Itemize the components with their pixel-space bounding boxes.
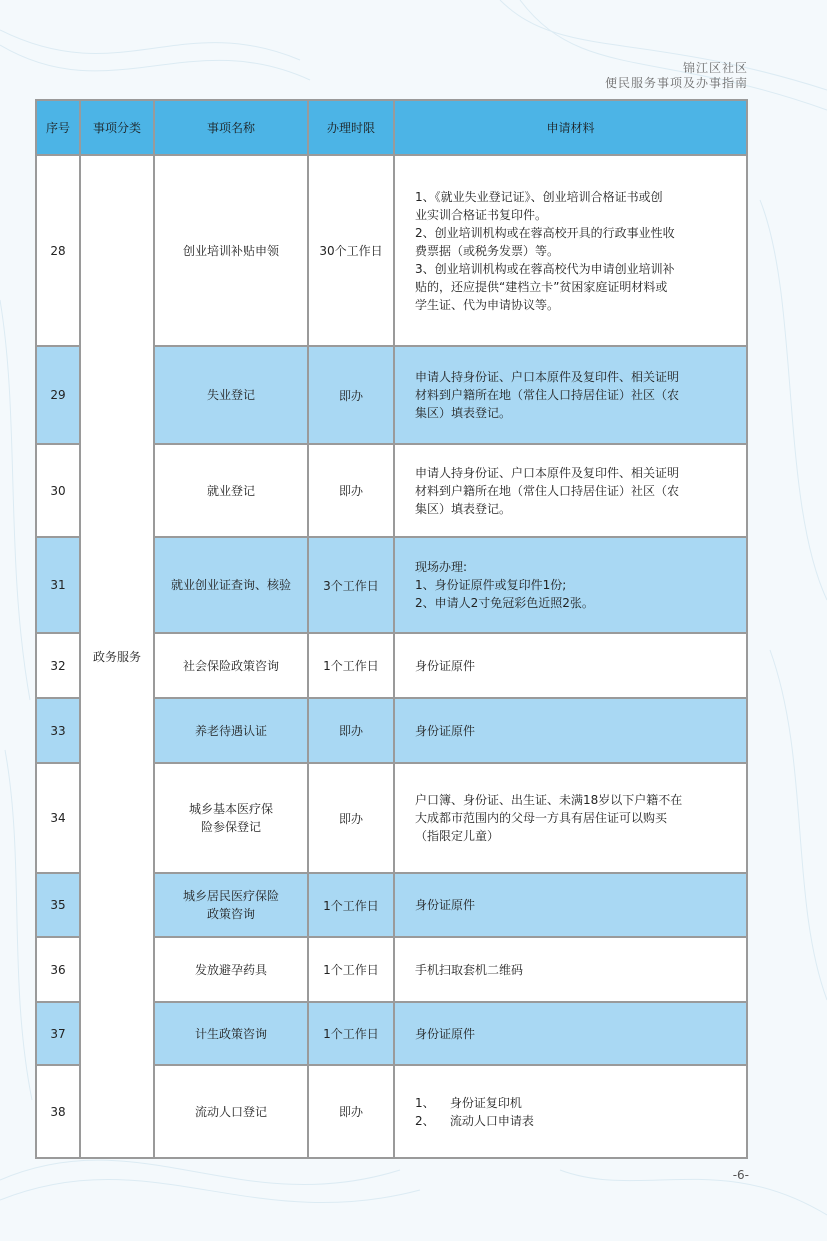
col-header-time-limit: 办理时限 — [308, 100, 394, 155]
item-name-line: 就业登记 — [206, 483, 255, 498]
item-name — [154, 698, 308, 763]
materials — [394, 698, 747, 763]
service-guide-table — [35, 99, 748, 1159]
materials-line: 学生证、代为申请协议等。 — [415, 297, 560, 312]
materials-line: 2、创业培训机构或在蓉高校开具的行政事业性收 — [415, 225, 675, 240]
item-name — [154, 1002, 308, 1065]
row-number: 36 — [36, 937, 80, 1002]
materials-line: 手机扫取套机二维码 — [415, 962, 524, 977]
time-limit: 3个工作日 — [308, 537, 394, 633]
materials-line: （指限定儿童） — [415, 829, 500, 843]
materials-line: 材料到户籍所在地（常住人口持居住证）社区（农 — [415, 483, 680, 498]
row-number: 30 — [36, 444, 80, 537]
item-name — [154, 937, 308, 1002]
page-header — [605, 61, 748, 91]
time-limit: 1个工作日 — [308, 937, 394, 1002]
materials — [394, 537, 747, 633]
row-number: 34 — [36, 763, 80, 873]
table-header-row — [36, 100, 747, 155]
item-name-line: 政策咨询 — [206, 907, 255, 921]
item-name — [154, 537, 308, 633]
row-number: 29 — [36, 346, 80, 444]
materials-line: 身份证原件 — [415, 1026, 476, 1041]
materials-line: 集区）填表登记。 — [415, 501, 512, 516]
time-limit: 1个工作日 — [308, 873, 394, 937]
materials-line: 2、申请人2寸免冠彩色近照2张。 — [415, 596, 594, 610]
item-name-line: 城乡居民医疗保险 — [182, 889, 279, 903]
time-limit: 即办 — [308, 444, 394, 537]
materials — [394, 937, 747, 1002]
materials — [394, 633, 747, 698]
item-name — [154, 633, 308, 698]
item-name-line: 计生政策咨询 — [194, 1026, 267, 1041]
page-number: -6- — [732, 1168, 749, 1182]
row-number: 33 — [36, 698, 80, 763]
item-name-line: 创业培训补贴申领 — [182, 243, 279, 258]
item-name — [154, 346, 308, 444]
row-number: 32 — [36, 633, 80, 698]
materials-line: 费票据（或税务发票）等。 — [415, 243, 560, 258]
table-row — [36, 155, 747, 346]
item-name-line: 城乡基本医疗保 — [188, 802, 273, 816]
item-name-line: 社会保险政策咨询 — [182, 658, 279, 673]
time-limit: 即办 — [308, 346, 394, 444]
row-number: 31 — [36, 537, 80, 633]
time-limit: 30个工作日 — [308, 155, 394, 346]
materials-line: 身份证原件 — [415, 723, 476, 738]
time-limit: 即办 — [308, 698, 394, 763]
materials-line: 1、 身份证复印机 — [415, 1095, 522, 1110]
materials-line: 申请人持身份证、户口本原件及复印件、相关证明 — [415, 370, 680, 384]
materials-line: 2、 流动人口申请表 — [415, 1113, 534, 1128]
materials-line: 业实训合格证书复印件。 — [415, 207, 548, 222]
header-guide-title: 便民服务事项及办事指南 — [604, 76, 748, 90]
materials — [394, 763, 747, 873]
materials — [394, 346, 747, 444]
item-name-line: 失业登记 — [206, 388, 255, 402]
time-limit: 即办 — [308, 1065, 394, 1158]
materials-line: 1、身份证原件或复印件1份; — [415, 578, 567, 592]
col-header-materials: 申请材料 — [394, 100, 747, 155]
time-limit: 1个工作日 — [308, 1002, 394, 1065]
category-cell: 政务服务 — [80, 155, 154, 1158]
col-header-number: 序号 — [36, 100, 80, 155]
item-name — [154, 444, 308, 537]
materials-line: 申请人持身份证、户口本原件及复印件、相关证明 — [415, 465, 680, 480]
item-name — [154, 763, 308, 873]
row-number: 28 — [36, 155, 80, 346]
header-district: 锦江区社区 — [682, 61, 748, 75]
item-name — [154, 873, 308, 937]
item-name — [154, 155, 308, 346]
item-name-line: 发放避孕药具 — [194, 962, 267, 977]
materials-line: 1、《就业失业登记证》、创业培训合格证书或创 — [415, 189, 663, 204]
materials-line: 身份证原件 — [415, 898, 476, 912]
materials-line: 集区）填表登记。 — [415, 406, 512, 420]
materials-line: 户口簿、身份证、出生证、未满18岁以下户籍不在 — [415, 793, 683, 807]
materials-line: 现场办理: — [415, 560, 468, 574]
item-name-line: 流动人口登记 — [194, 1104, 267, 1119]
item-name-line: 就业创业证查询、核验 — [170, 578, 291, 592]
item-name-line: 养老待遇认证 — [194, 723, 267, 738]
col-header-item-name: 事项名称 — [154, 100, 308, 155]
materials-line: 材料到户籍所在地（常住人口持居住证）社区（农 — [415, 388, 680, 402]
materials-line: 身份证原件 — [415, 658, 476, 673]
materials — [394, 1002, 747, 1065]
materials-line: 3、创业培训机构或在蓉高校代为申请创业培训补 — [415, 261, 675, 276]
row-number: 35 — [36, 873, 80, 937]
materials — [394, 1065, 747, 1158]
col-header-category: 事项分类 — [80, 100, 154, 155]
time-limit: 1个工作日 — [308, 633, 394, 698]
materials — [394, 155, 747, 346]
materials — [394, 873, 747, 937]
time-limit: 即办 — [308, 763, 394, 873]
row-number: 38 — [36, 1065, 80, 1158]
materials-line: 大成都市范围内的父母一方具有居住证可以购买 — [415, 811, 668, 825]
row-number: 37 — [36, 1002, 80, 1065]
materials — [394, 444, 747, 537]
item-name-line: 险参保登记 — [200, 820, 261, 834]
materials-line: 贴的，还应提供“建档立卡”贫困家庭证明材料或 — [415, 279, 668, 294]
item-name — [154, 1065, 308, 1158]
